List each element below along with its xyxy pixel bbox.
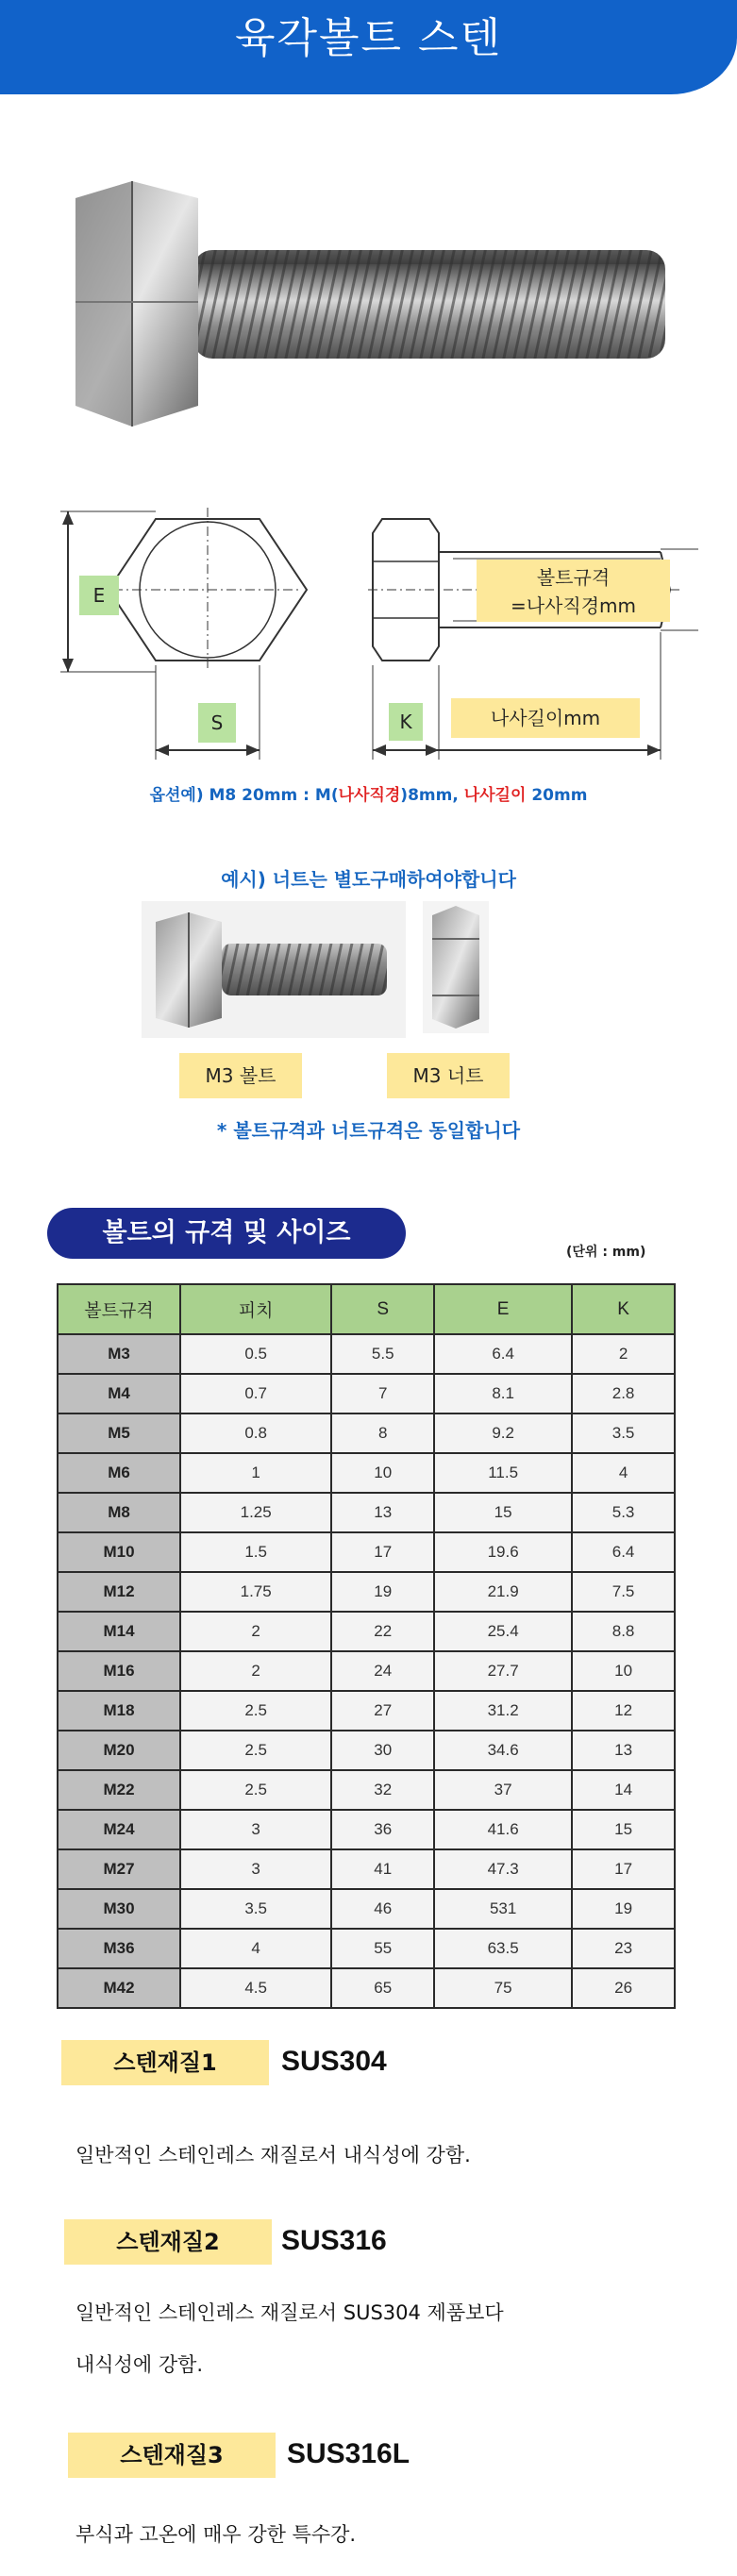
cell-s: 19 [331,1572,434,1612]
m3-nut-label: M3 너트 [387,1053,510,1098]
table-row [58,1810,675,1849]
cell-s: 41 [331,1849,434,1889]
e-label: E [79,576,119,615]
cell-e: 6.4 [434,1334,572,1374]
table-row [58,1849,675,1889]
cell-size: M27 [58,1849,180,1889]
cell-pitch: 2 [180,1651,331,1691]
cell-s: 55 [331,1929,434,1968]
cell-k: 26 [572,1968,675,2008]
cell-e: 27.7 [434,1651,572,1691]
material-desc-2a: 일반적인 스테인레스 재질로서 SUS304 제품보다 [75,2301,504,2324]
cell-size: M4 [58,1374,180,1413]
cell-s: 30 [331,1731,434,1770]
example-mid: )8mm, [400,786,464,805]
cell-e: 21.9 [434,1572,572,1612]
cell-k: 10 [572,1651,675,1691]
table-row [58,1532,675,1572]
material-label-1: 스텐재질1 [61,2040,269,2085]
cell-size: M10 [58,1532,180,1572]
cell-k: 19 [572,1889,675,1929]
cell-size: M16 [58,1651,180,1691]
cell-size: M20 [58,1731,180,1770]
table-row [58,1651,675,1691]
cell-e: 19.6 [434,1532,572,1572]
cell-s: 10 [331,1453,434,1493]
material-desc-2b: 내식성에 강함. [75,2353,204,2376]
cell-k: 13 [572,1731,675,1770]
table-row [58,1770,675,1810]
cell-size: M14 [58,1612,180,1651]
cell-e: 11.5 [434,1453,572,1493]
material-desc-3: 부식과 고온에 매우 강한 특수강. [75,2523,357,2546]
material-code-1: SUS304 [281,2046,387,2077]
cell-size: M18 [58,1691,180,1731]
table-row [58,1572,675,1612]
cell-e: 15 [434,1493,572,1532]
table-header-row [58,1284,675,1334]
cell-e: 41.6 [434,1810,572,1849]
spec-section-title: 볼트의 규격 및 사이즈 [47,1208,406,1259]
cell-pitch: 1.25 [180,1493,331,1532]
s-label: S [198,703,236,743]
example-length: 나사길이 [463,786,527,805]
bolt-spec-line2: =나사직경mm [510,594,636,617]
cell-e: 31.2 [434,1691,572,1731]
cell-k: 4 [572,1453,675,1493]
table-row [58,1929,675,1968]
header-k: K [572,1284,675,1334]
cell-s: 65 [331,1968,434,2008]
material-code-2: SUS316 [281,2225,387,2256]
table-row [58,1612,675,1651]
bolt-spec-label [477,560,670,622]
cell-e: 8.1 [434,1374,572,1413]
nut-note-title: 예시) 너트는 별도구매하여야합니다 [221,868,516,891]
m3-nut-photo [423,901,489,1033]
cell-e: 37 [434,1770,572,1810]
cell-pitch: 4.5 [180,1968,331,2008]
cell-k: 8.8 [572,1612,675,1651]
cell-size: M36 [58,1929,180,1968]
cell-pitch: 1.5 [180,1532,331,1572]
m3-bolt-label: M3 볼트 [179,1053,302,1098]
header-e: E [434,1284,572,1334]
cell-s: 36 [331,1810,434,1849]
material-label-3: 스텐재질3 [68,2433,276,2478]
cell-s: 27 [331,1691,434,1731]
cell-pitch: 1.75 [180,1572,331,1612]
page-title: 육각볼트 스텐 [234,14,502,62]
table-row [58,1889,675,1929]
cell-s: 46 [331,1889,434,1929]
cell-k: 5.3 [572,1493,675,1532]
cell-pitch: 3.5 [180,1889,331,1929]
cell-pitch: 1 [180,1453,331,1493]
table-row [58,1453,675,1493]
material-desc-1: 일반적인 스테인레스 재질로서 내식성에 강함. [75,2144,471,2166]
cell-s: 7 [331,1374,434,1413]
unit-label: (단위 : mm) [566,1245,646,1260]
header-size: 볼트규격 [58,1284,180,1334]
cell-s: 22 [331,1612,434,1651]
cell-pitch: 0.5 [180,1334,331,1374]
cell-size: M6 [58,1453,180,1493]
example-prefix: 옵션예) M8 20mm : M( [149,786,339,805]
cell-pitch: 3 [180,1810,331,1849]
cell-e: 34.6 [434,1731,572,1770]
cell-k: 2.8 [572,1374,675,1413]
cell-e: 47.3 [434,1849,572,1889]
cell-size: M5 [58,1413,180,1453]
material-label-2: 스텐재질2 [64,2219,272,2265]
material-code-3: SUS316L [287,2438,410,2469]
thread-length-label: 나사길이mm [451,698,640,738]
table-row [58,1374,675,1413]
cell-size: M8 [58,1493,180,1532]
cell-s: 8 [331,1413,434,1453]
bolt-spec-table [57,1283,676,2009]
cell-pitch: 2.5 [180,1731,331,1770]
example-suffix: 20mm [526,786,588,805]
cell-pitch: 0.7 [180,1374,331,1413]
cell-size: M3 [58,1334,180,1374]
option-example [0,781,737,805]
cell-pitch: 0.8 [180,1413,331,1453]
cell-k: 12 [572,1691,675,1731]
cell-k: 7.5 [572,1572,675,1612]
bolt-spec-line1: 볼트규격 [536,566,611,589]
cell-pitch: 2 [180,1612,331,1651]
cell-pitch: 3 [180,1849,331,1889]
cell-e: 9.2 [434,1413,572,1453]
cell-e: 531 [434,1889,572,1929]
cell-e: 63.5 [434,1929,572,1968]
cell-s: 5.5 [331,1334,434,1374]
same-spec-note: * 볼트규격과 너트규격은 동일합니다 [216,1119,521,1142]
table-row [58,1731,675,1770]
header-s: S [331,1284,434,1334]
table-row [58,1334,675,1374]
table-row [58,1691,675,1731]
cell-s: 13 [331,1493,434,1532]
table-row [58,1413,675,1453]
cell-k: 2 [572,1334,675,1374]
cell-s: 32 [331,1770,434,1810]
k-label: K [389,703,423,741]
cell-size: M24 [58,1810,180,1849]
cell-k: 6.4 [572,1532,675,1572]
cell-k: 14 [572,1770,675,1810]
cell-pitch: 2.5 [180,1691,331,1731]
cell-pitch: 2.5 [180,1770,331,1810]
cell-size: M42 [58,1968,180,2008]
cell-size: M22 [58,1770,180,1810]
cell-e: 25.4 [434,1612,572,1651]
cell-k: 3.5 [572,1413,675,1453]
cell-k: 15 [572,1810,675,1849]
m3-bolt-photo [142,901,406,1038]
cell-s: 17 [331,1532,434,1572]
cell-size: M12 [58,1572,180,1612]
example-diameter: 나사직경 [338,786,401,805]
hex-bolt-photo [57,160,679,443]
table-row [58,1968,675,2008]
table-row [58,1493,675,1532]
cell-k: 23 [572,1929,675,1968]
cell-k: 17 [572,1849,675,1889]
cell-e: 75 [434,1968,572,2008]
cell-pitch: 4 [180,1929,331,1968]
cell-size: M30 [58,1889,180,1929]
header-pitch: 피치 [180,1284,331,1334]
cell-s: 24 [331,1651,434,1691]
